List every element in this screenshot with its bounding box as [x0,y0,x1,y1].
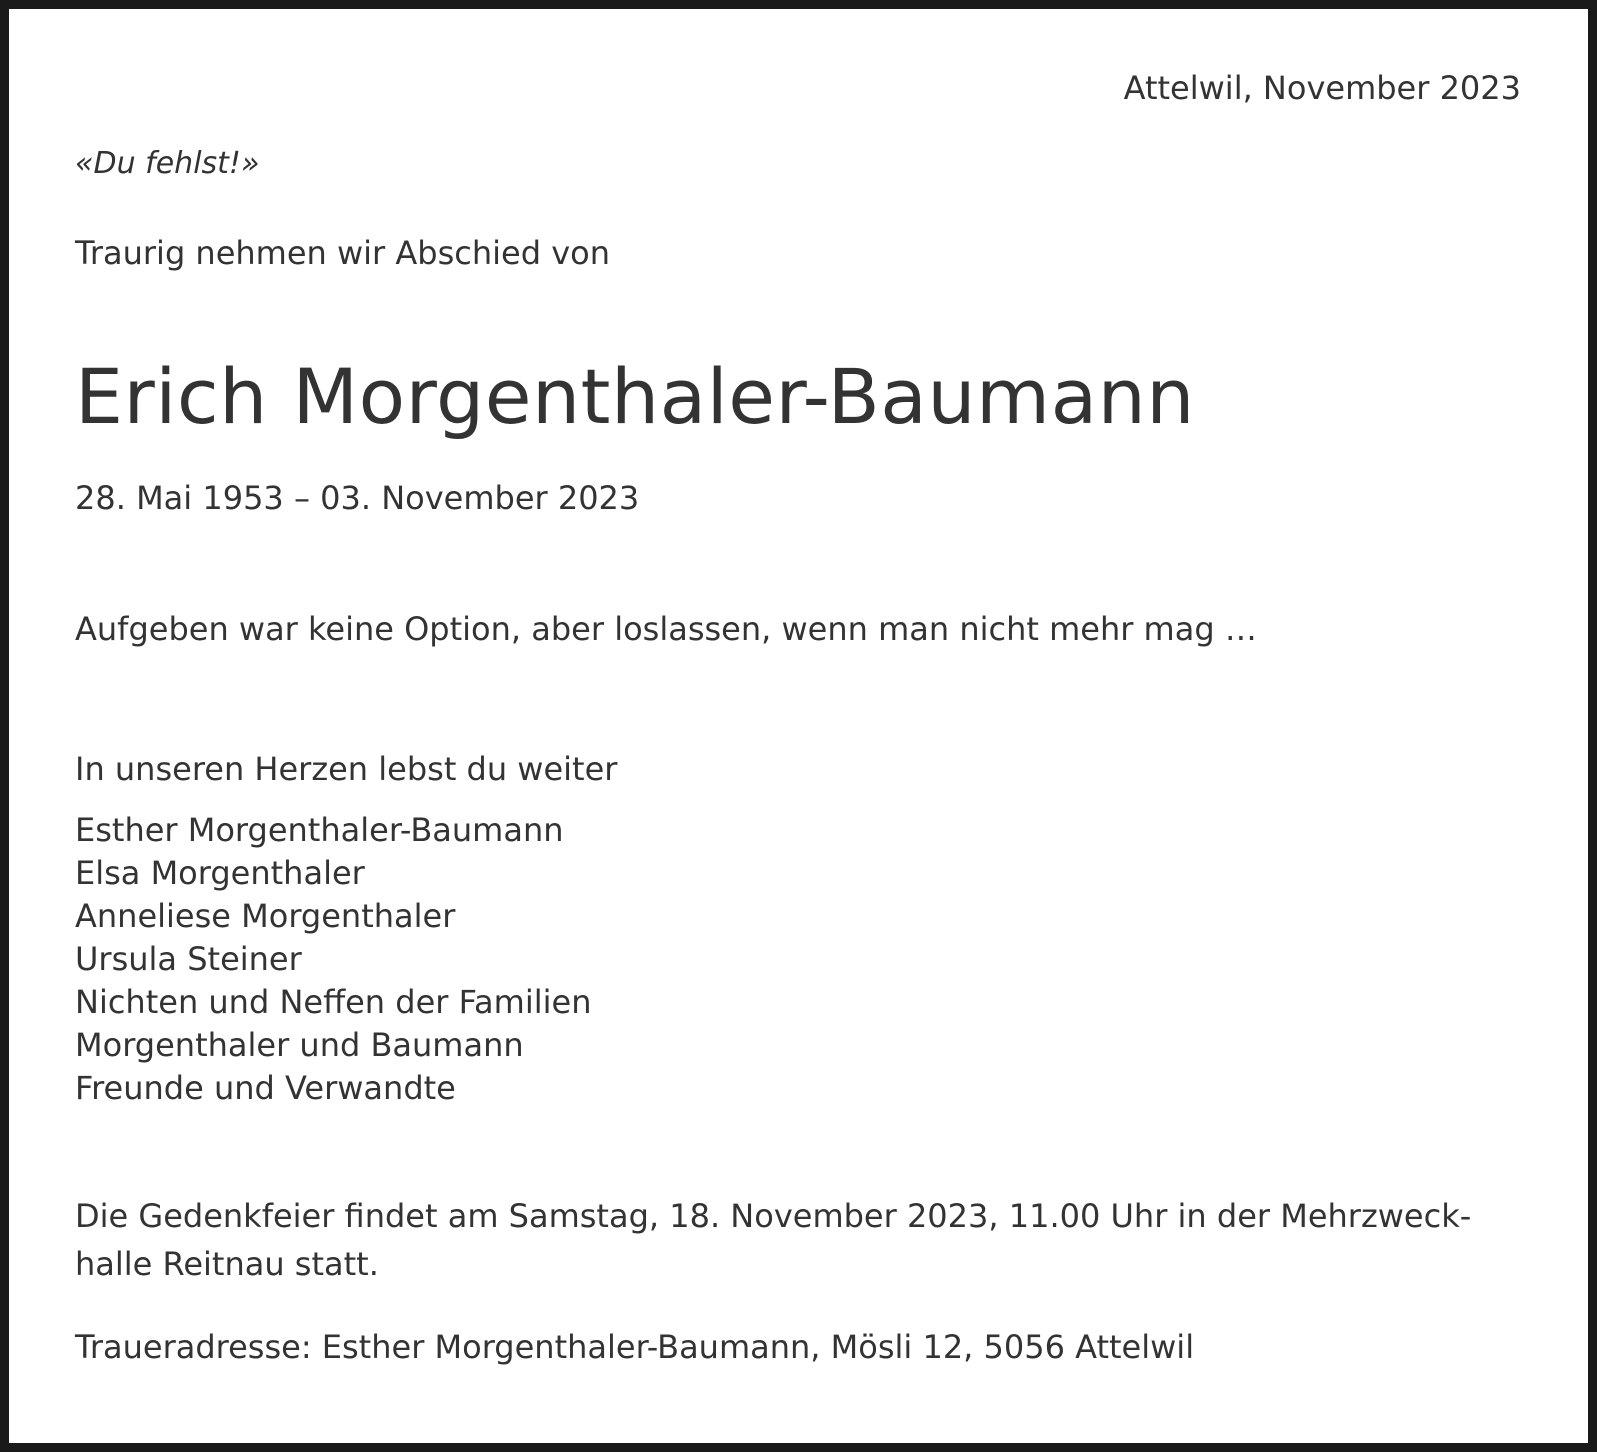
heart-line: In unseren Herzen lebst du weiter [75,750,618,788]
ceremony-line: halle Reitnau statt. [75,1245,379,1283]
mourner-item: Elsa Morgenthaler [75,854,365,892]
ceremony-line: Die Gedenkfeier findet am Samstag, 18. November 2023, 11.00 Uhr in der Mehrzweck- [75,1197,1472,1235]
mourning-address: Traueradresse: Esther Morgenthaler-Baumann, Mösli 12, 5056 Attelwil [75,1328,1195,1366]
mourner-item: Freunde und Verwandte [75,1069,456,1107]
mourner-item: Nichten und Neffen der Familien [75,983,592,1021]
mourner-item: Esther Morgenthaler-Baumann [75,811,564,849]
quote: Aufgeben war keine Option, aber loslassen, wenn man nicht mehr mag … [75,610,1257,648]
mourners-list [75,809,591,1110]
mourner-item: Ursula Steiner [75,940,302,978]
deceased-name: Erich Morgenthaler-Baumann [75,352,1195,441]
life-dates: 28. Mai 1953 – 03. November 2023 [75,479,640,517]
intro-line: Traurig nehmen wir Abschied von [75,234,610,272]
place-date: Attelwil, November 2023 [1123,69,1521,107]
mourner-item: Morgenthaler und Baumann [75,1026,524,1064]
ceremony-info [75,1192,1545,1288]
mourner-item: Anneliese Morgenthaler [75,897,456,935]
motto: «Du fehlst!» [75,146,260,181]
